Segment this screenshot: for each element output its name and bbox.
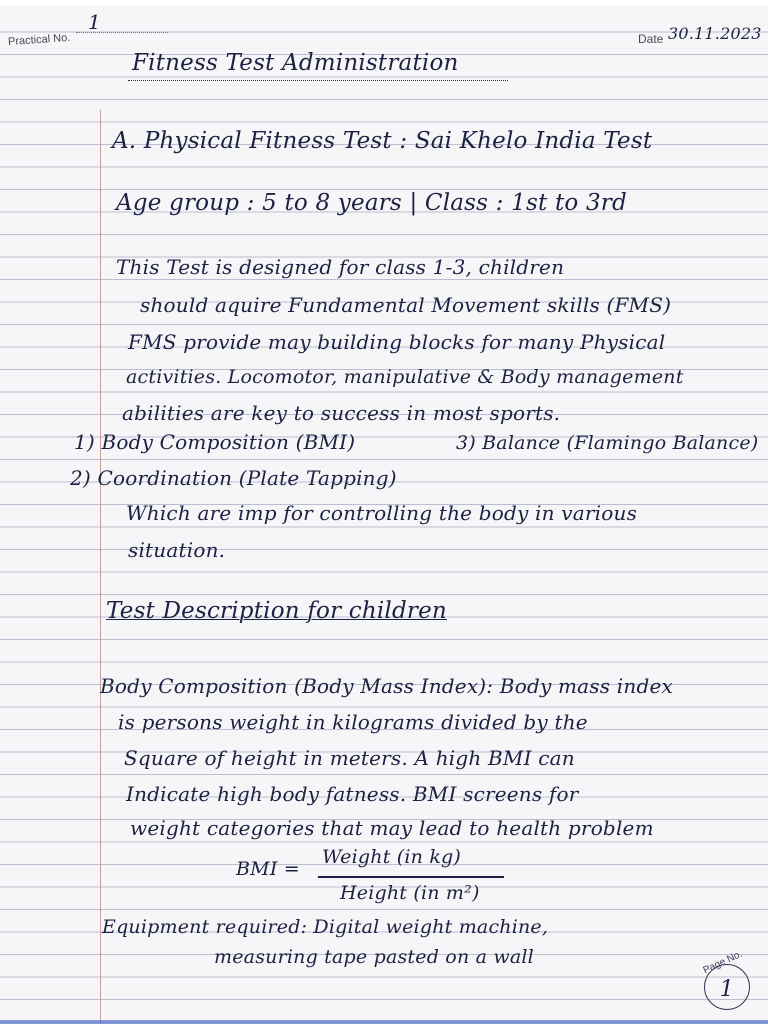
text-line-3: FMS provide may building blocks for many Physical [128, 330, 666, 354]
text-line-2: should aquire Fundamental Movement skills (FMS) [140, 293, 672, 317]
practical-no-label: Practical No. [7, 31, 71, 49]
text-line-4: activities. Locomotor, manipulative & Body management [126, 366, 684, 388]
list-item-2: 2) Coordination (Plate Tapping) [70, 466, 397, 490]
formula-denominator: Height (in m²) [340, 882, 480, 904]
bmi-line-3: Square of height in meters. A high BMI can [124, 746, 575, 770]
bmi-line-1: Body Composition (Body Mass Index): Body mass index [100, 674, 673, 698]
list-item-3: 3) Balance (Flamingo Balance) [456, 432, 759, 454]
test-description-heading: Test Description for children [106, 598, 447, 624]
bmi-line-4: Indicate high body fatness. BMI screens for [126, 782, 579, 806]
practical-no-value: 1 [88, 10, 101, 34]
section-a-heading: A. Physical Fitness Test : Sai Khelo India Test [112, 128, 653, 154]
title-underline [128, 80, 508, 81]
date-label: Date [638, 32, 664, 46]
date-value: 30.11.2023 [668, 24, 762, 43]
margin-line [100, 110, 101, 1024]
bottom-edge [0, 1020, 768, 1024]
top-edge [0, 0, 768, 6]
list-item-1: 1) Body Composition (BMI) [74, 430, 356, 454]
page-no-label: Page No. [701, 948, 745, 977]
equipment-line-2: measuring tape pasted on a wall [214, 946, 534, 968]
bmi-line-5: weight categories that may lead to health problem [130, 816, 654, 840]
equipment-line-1: Equipment required: Digital weight machine, [102, 916, 549, 938]
formula-numerator: Weight (in kg) [322, 846, 462, 868]
age-group-line: Age group : 5 to 8 years | Class : 1st to 3rd [116, 190, 627, 216]
formula-lhs: BMI = [236, 858, 300, 880]
page-title: Fitness Test Administration [132, 50, 459, 76]
text-line-1: This Test is designed for class 1-3, children [116, 255, 565, 279]
text-line-5: abilities are key to success in most sports. [122, 401, 561, 425]
text-line-6: Which are imp for controlling the body in various [126, 501, 638, 525]
page-no-value: 1 [719, 977, 734, 1002]
formula-fraction-bar [318, 876, 504, 878]
bmi-line-2: is persons weight in kilograms divided by the [118, 710, 588, 734]
text-line-7: situation. [128, 538, 226, 562]
